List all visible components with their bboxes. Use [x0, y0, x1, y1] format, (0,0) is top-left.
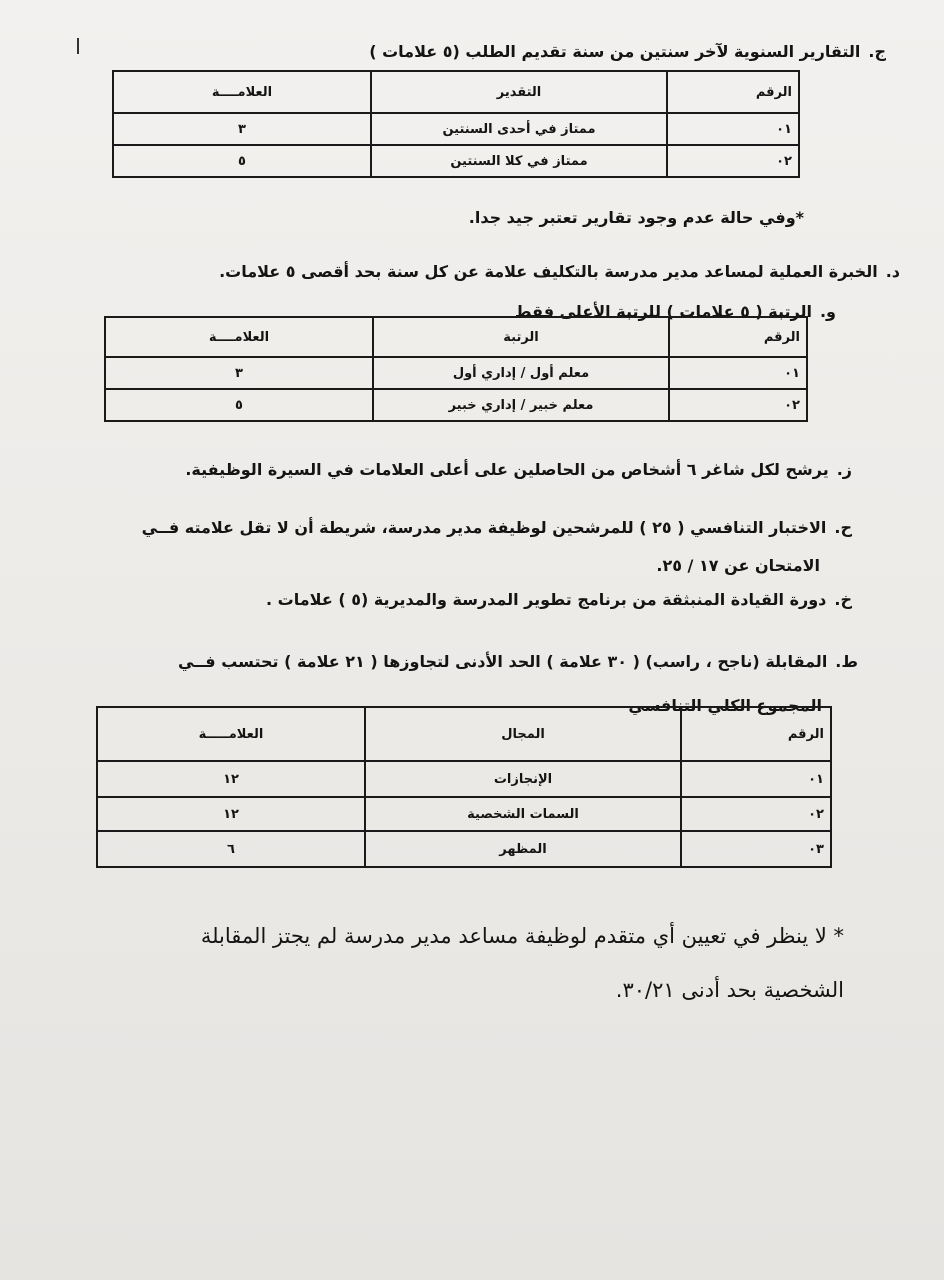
row-score: ٥: [105, 389, 373, 421]
section-kh-marker: خ.: [834, 590, 852, 609]
section-d-line: [219, 262, 900, 281]
table-row: [97, 761, 831, 797]
section-j-text: التقارير السنوية لآخر سنتين من سنة تقديم الطلب (٥ علامات ): [369, 42, 861, 61]
header-score: العلامـــــة: [97, 707, 365, 761]
table-header-row: [97, 707, 831, 761]
row-num: ٠٢: [681, 797, 831, 831]
row-num: ٠٢: [667, 145, 799, 177]
rank-table: [104, 316, 808, 422]
header-num: الرقم: [669, 317, 807, 357]
section-t-line1: [178, 652, 858, 671]
row-criterion: الإنجازات: [365, 761, 681, 797]
section-h-line2: الامتحان عن ١٧ / ٢٥.: [656, 556, 820, 575]
final-note-line1: * لا ينظر في تعيين أي متقدم لوظيفة مساعد مدير مدرسة لم يجتز المقابلة: [200, 924, 844, 948]
table-row: [97, 831, 831, 867]
table-row: [105, 389, 807, 421]
row-num: ٠١: [669, 357, 807, 389]
row-score: ٣: [105, 357, 373, 389]
corner-mark: [77, 38, 79, 54]
section-z-text: يرشح لكل شاغر ٦ أشخاص من الحاصلين على أعلى العلامات في السيرة الوظيفية.: [185, 460, 829, 479]
table-row: [113, 113, 799, 145]
row-criterion: ممتاز في كلا السنتين: [371, 145, 667, 177]
row-score: ٦: [97, 831, 365, 867]
section-w-marker: و.: [819, 302, 836, 321]
header-score: العلامــــة: [105, 317, 373, 357]
row-num: ٠١: [681, 761, 831, 797]
row-score: ٥: [113, 145, 371, 177]
section-j-marker: ج.: [868, 42, 886, 61]
row-criterion: ممتاز في أحدى السنتين: [371, 113, 667, 145]
section-h-line1: [142, 518, 852, 537]
row-criterion: المظهر: [365, 831, 681, 867]
final-note-line2: الشخصية بحد أدنى ٣٠/٢١.: [615, 978, 844, 1002]
table-header-row: [113, 71, 799, 113]
row-criterion: السمات الشخصية: [365, 797, 681, 831]
row-score: ١٢: [97, 797, 365, 831]
row-score: ٣: [113, 113, 371, 145]
section-z-marker: ز.: [836, 460, 852, 479]
header-num: الرقم: [667, 71, 799, 113]
row-criterion: معلم أول / إداري أول: [373, 357, 669, 389]
section-t-marker: ط.: [835, 652, 858, 671]
header-score: العلامــــة: [113, 71, 371, 113]
reports-note: *وفي حالة عدم وجود تقارير تعتبر جيد جدا.: [468, 208, 804, 227]
row-num: ٠٣: [681, 831, 831, 867]
interview-table: [96, 706, 832, 868]
header-num: الرقم: [681, 707, 831, 761]
row-num: ٠٢: [669, 389, 807, 421]
section-t-line2: المجموع الكلي التنافسي: [628, 696, 822, 715]
header-criterion: الرتبة: [373, 317, 669, 357]
section-d-marker: د.: [885, 262, 900, 281]
table-row: [97, 797, 831, 831]
table-row: [105, 357, 807, 389]
section-kh-line: [266, 590, 852, 609]
section-kh-text: دورة القيادة المنبثقة من برنامج تطوير المدرسة والمديرية (٥ ) علامات .: [266, 590, 827, 609]
section-h-marker: ح.: [834, 518, 852, 537]
section-d-text: الخبرة العملية لمساعد مدير مدرسة بالتكليف علامة عن كل سنة بحد أقصى ٥ علامات.: [219, 262, 878, 281]
row-score: ١٢: [97, 761, 365, 797]
section-h-text-1: الاختبار التنافسي ( ٢٥ ) للمرشحين لوظيفة مدير مدرسة، شريطة أن لا تقل علامته فــي: [141, 518, 827, 537]
header-criterion: المجال: [365, 707, 681, 761]
row-num: ٠١: [667, 113, 799, 145]
section-w-text: الرتبة ( ٥ علامات ) للرتبة الأعلى فقط: [514, 302, 812, 321]
reports-table: [112, 70, 800, 178]
row-criterion: معلم خبير / إداري خبير: [373, 389, 669, 421]
table-header-row: [105, 317, 807, 357]
section-j-line: [369, 42, 886, 61]
table-row: [113, 145, 799, 177]
section-t-text-1: المقابلة (ناجح ، راسب) ( ٣٠ علامة ) الحد الأدنى لتجاوزها ( ٢١ علامة ) تحتسب فــي: [178, 652, 828, 671]
header-criterion: التقدير: [371, 71, 667, 113]
section-z-line: [185, 460, 852, 479]
